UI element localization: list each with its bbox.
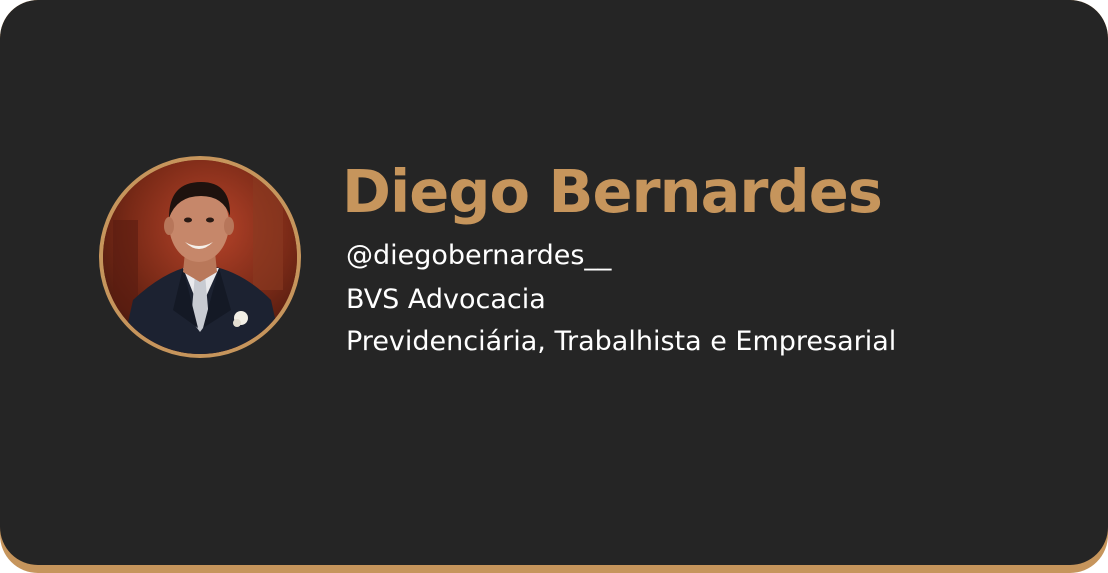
profile-practice-areas: Previdenciária, Trabalhista e Empresarial [346,326,897,357]
avatar [99,156,301,358]
profile-photo-icon [103,160,297,354]
profile-handle: @diegobernardes__ [346,240,612,271]
profile-company: BVS Advocacia [346,284,546,315]
profile-name: Diego Bernardes [342,157,882,226]
